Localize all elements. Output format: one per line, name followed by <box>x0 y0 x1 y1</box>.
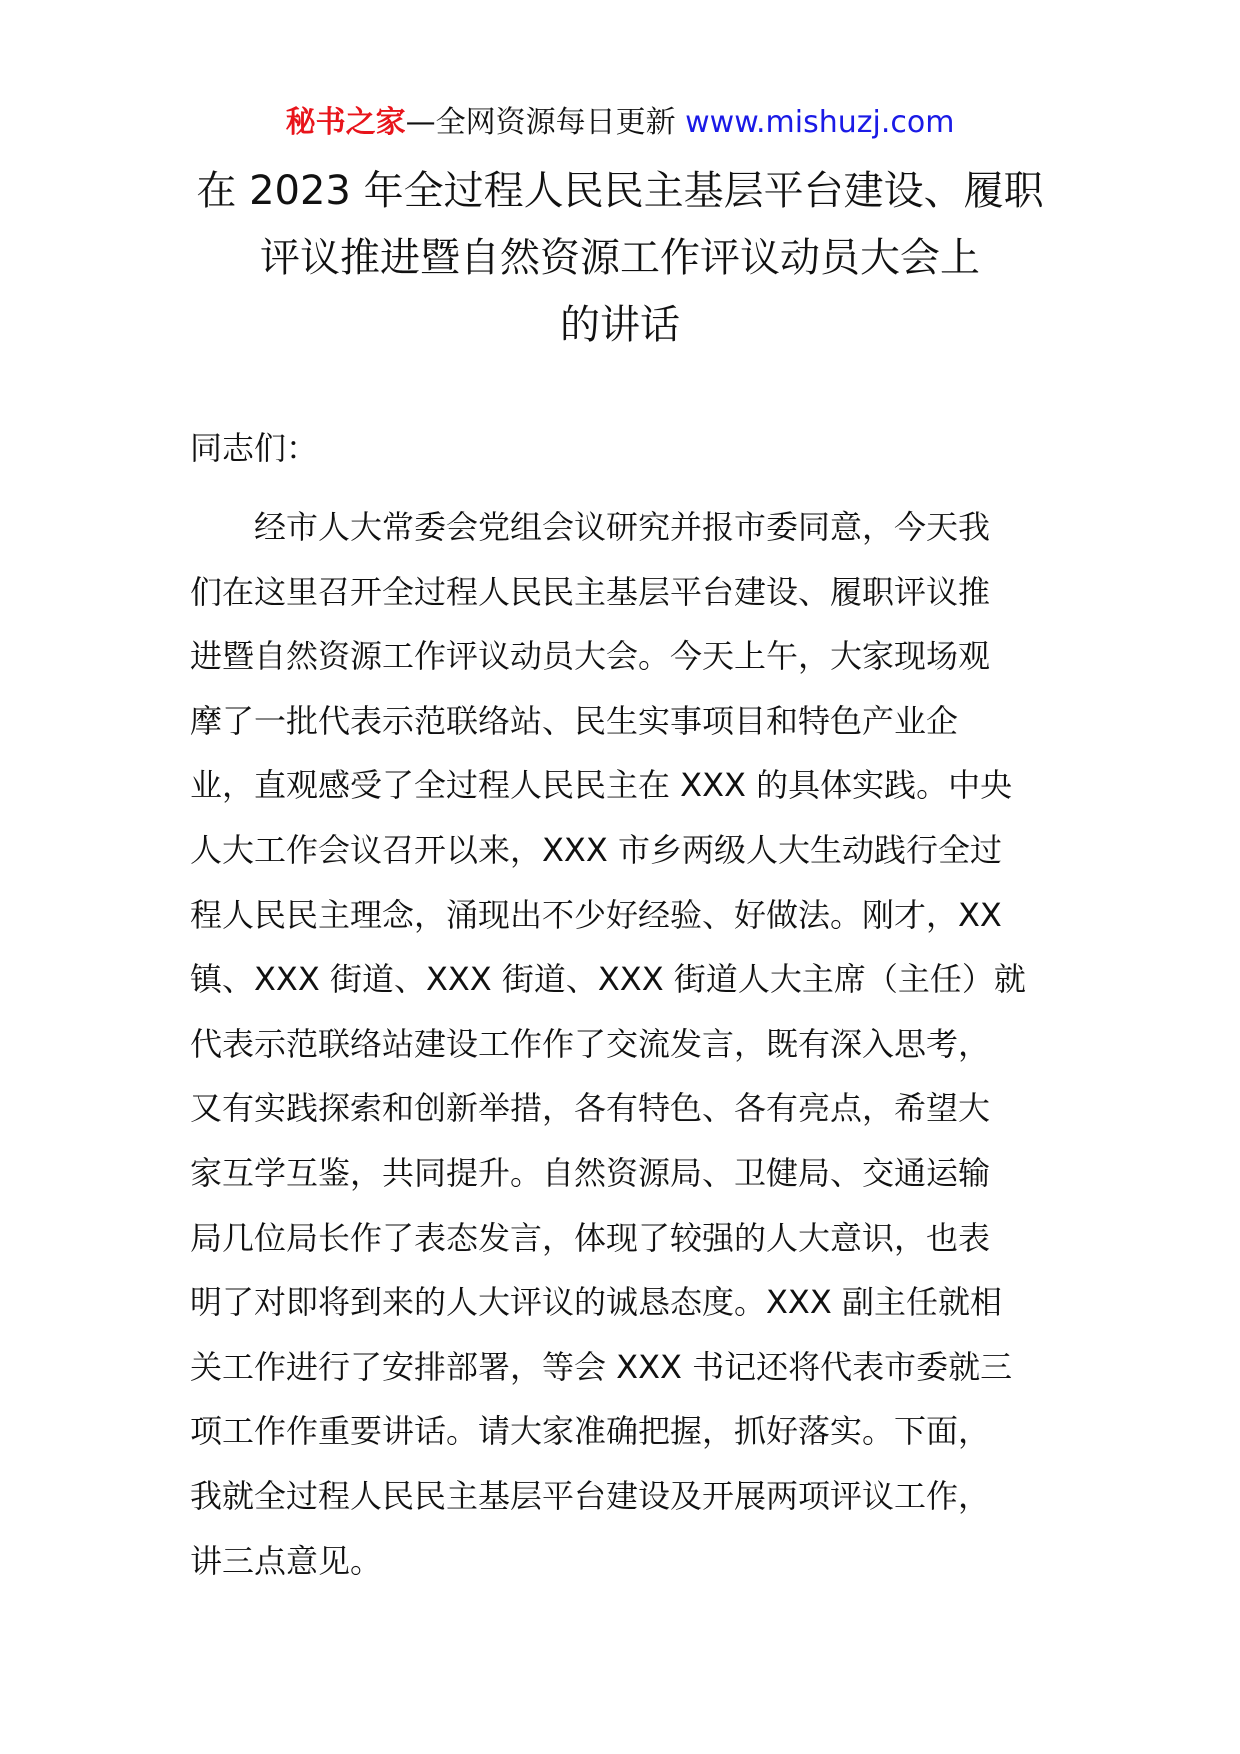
body-line: 们在这里召开全过程人民民主基层平台建设、履职评议推 <box>190 572 991 611</box>
document-title <box>150 158 1090 359</box>
body-line: 摩了一批代表示范联络站、民生实事项目和特色产业企 <box>190 701 959 740</box>
body-line: 经市人大常委会党组会议研究并报市委同意，今天我 <box>254 508 991 546</box>
site-header <box>0 100 1240 146</box>
title-line: 在 2023 年全过程人民民主基层平台建设、履职 <box>196 168 1044 214</box>
body-line: 讲三点意见。 <box>190 1541 383 1580</box>
speech-body <box>190 495 1060 1593</box>
salutation: 同志们： <box>190 429 319 467</box>
body-line: 关工作进行了安排部署，等会 XXX 书记还将代表市委就三 <box>190 1347 1013 1386</box>
title-line: 评议推进暨自然资源工作评议动员大会上 <box>260 235 980 281</box>
title-line: 的讲话 <box>560 302 680 348</box>
body-line: 又有实践探索和创新举措，各有特色、各有亮点，希望大 <box>190 1089 991 1128</box>
body-line: 我就全过程人民民主基层平台建设及开展两项评议工作， <box>190 1476 991 1515</box>
body-line: 明了对即将到来的人大评议的诚恳态度。XXX 副主任就相 <box>190 1283 1002 1322</box>
body-line: 局几位局长作了表态发言，体现了较强的人大意识，也表 <box>190 1218 991 1257</box>
body-line: 代表示范联络站建设工作作了交流发言，既有深入思考， <box>190 1024 991 1063</box>
body-line: 程人民民主理念，涌现出不少好经验、好做法。刚才，XX <box>190 895 1002 934</box>
header-tagline: —全网资源每日更新 <box>405 105 676 140</box>
site-url-link[interactable]: www.mishuzj.com <box>685 105 955 140</box>
body-line: 镇、XXX 街道、XXX 街道、XXX 街道人大主席（主任）就 <box>190 960 1026 999</box>
brand-name: 秘书之家 <box>285 105 406 140</box>
body-line: 进暨自然资源工作评议动员大会。今天上午，大家现场观 <box>190 637 991 676</box>
body-line: 业，直观感受了全过程人民民主在 XXX 的具体实践。中央 <box>190 766 1013 805</box>
body-line: 项工作作重要讲话。请大家准确把握，抓好落实。下面， <box>190 1412 991 1451</box>
body-line: 家互学互鉴，共同提升。自然资源局、卫健局、交通运输 <box>190 1153 991 1192</box>
body-line: 人大工作会议召开以来，XXX 市乡两级人大生动践行全过 <box>190 830 1002 869</box>
